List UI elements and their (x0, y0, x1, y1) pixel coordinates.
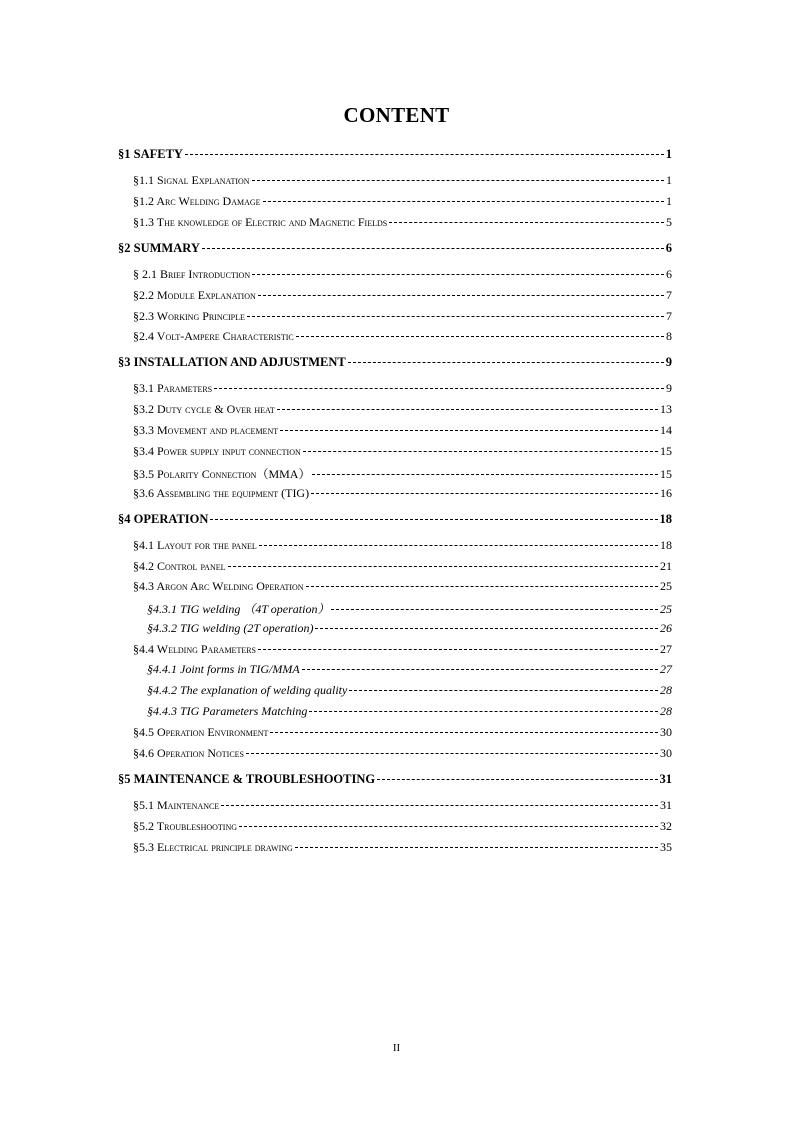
toc-leader-dashes (202, 248, 664, 249)
toc-entry-page: 21 (660, 559, 672, 573)
toc-section-entry[interactable] (133, 642, 672, 657)
toc-chapter-entry[interactable] (118, 147, 672, 162)
toc-leader-dashes (331, 609, 658, 610)
toc-entry-label: §2.2 Module Explanation (133, 288, 256, 302)
toc-entry-page: 26 (660, 621, 672, 635)
toc-leader-dashes (228, 566, 659, 567)
toc-entry-label: §4.3 Argon Arc Welding Operation (133, 579, 304, 593)
toc-leader-dashes (221, 805, 658, 806)
toc-subsection-entry[interactable] (147, 621, 672, 636)
toc-leader-dashes (377, 779, 657, 780)
toc-entry-label: §4.4 Welding Parameters (133, 642, 257, 656)
toc-entry-label: §3.3 Movement and placement (133, 423, 279, 437)
page-title: CONTENT (343, 103, 450, 127)
toc-entry-page: 18 (659, 512, 672, 526)
toc-entry-label: §5.3 Electrical principle drawing (133, 840, 293, 854)
toc-entry-label: §5.2 Troubleshooting (133, 819, 237, 833)
toc-leader-dashes (389, 222, 664, 223)
toc-entry-label: §4.5 Operation Environment (133, 725, 269, 739)
toc-entry-page: 6 (666, 267, 672, 281)
toc-entry-label: §4.4.3 TIG Parameters Matching (147, 704, 308, 718)
toc-section-entry[interactable] (133, 402, 672, 417)
toc-entry-page: 1 (666, 194, 672, 208)
toc-section-entry[interactable] (133, 725, 672, 740)
toc-entry-page: 5 (666, 215, 672, 229)
toc-leader-dashes (312, 474, 658, 475)
toc-entry-label: §1 SAFETY (118, 147, 183, 161)
toc-entry-label: §3 INSTALLATION AND ADJUSTMENT (118, 355, 346, 369)
toc-entry-label: §4 OPERATION (118, 512, 209, 526)
toc-entry-page: 13 (660, 402, 672, 416)
toc-entry-page: 18 (660, 538, 672, 552)
toc-section-entry[interactable] (133, 173, 672, 188)
toc-entry-page: 7 (666, 309, 672, 323)
toc-entry-label: §4.4.2 The explanation of welding quality (147, 683, 348, 697)
toc-chapter-entry[interactable] (118, 772, 672, 787)
toc-entry-page: 15 (660, 444, 672, 458)
toc-entry-label: §4.1 Layout for the panel (133, 538, 257, 552)
toc-entry-page: 1 (666, 173, 672, 187)
toc-leader-dashes (239, 826, 658, 827)
toc-entry-page: 35 (660, 840, 672, 854)
toc-subsection-entry[interactable] (147, 600, 672, 617)
toc-entry-label: §4.3.1 TIG welding （4T operation） (147, 602, 330, 616)
toc-section-entry[interactable] (133, 381, 672, 396)
toc-section-entry[interactable] (133, 309, 672, 324)
toc-section-entry[interactable] (133, 840, 672, 855)
toc-leader-dashes (277, 409, 658, 410)
toc-section-entry[interactable] (133, 423, 672, 438)
toc-leader-dashes (247, 316, 664, 317)
toc-entry-page: 25 (660, 602, 672, 616)
toc-section-entry[interactable] (133, 215, 672, 230)
toc-entry-label: §4.3.2 TIG welding (2T operation) (147, 621, 314, 635)
toc-entry-label: §3.5 Polarity Connection（MMA） (133, 467, 311, 481)
toc-chapter-entry[interactable] (118, 512, 672, 527)
toc-subsection-entry[interactable] (147, 683, 672, 698)
toc-entry-label: §2.3 Working Principle (133, 309, 245, 323)
toc-leader-dashes (302, 669, 658, 670)
toc-entry-page: 27 (660, 642, 672, 656)
toc-entry-page: 9 (665, 355, 672, 369)
toc-leader-dashes (210, 519, 657, 520)
toc-leader-dashes (295, 847, 658, 848)
toc-chapter-entry[interactable] (118, 241, 672, 256)
toc-entry-label: §2 SUMMARY (118, 241, 200, 255)
toc-section-entry[interactable] (133, 329, 672, 344)
toc-leader-dashes (296, 336, 664, 337)
toc-section-entry[interactable] (133, 579, 672, 594)
toc-section-entry[interactable] (133, 538, 672, 553)
toc-entry-page: 32 (660, 819, 672, 833)
toc-leader-dashes (185, 154, 664, 155)
toc-entry-label: §3.2 Duty cycle & Over heat (133, 402, 275, 416)
toc-entry-label: §3.6 Assembling the equipment (TIG) (133, 486, 310, 500)
toc-leader-dashes (246, 753, 658, 754)
toc-entry-label: §3.4 Power supply input connection (133, 444, 301, 458)
toc-leader-dashes (306, 586, 658, 587)
toc-leader-dashes (258, 295, 664, 296)
toc-entry-page: 28 (660, 704, 672, 718)
toc-subsection-entry[interactable] (147, 662, 672, 677)
toc-section-entry[interactable] (133, 465, 672, 482)
toc-leader-dashes (303, 451, 658, 452)
toc-section-entry[interactable] (133, 559, 672, 574)
toc-section-entry[interactable] (133, 194, 672, 209)
toc-entry-page: 1 (665, 147, 672, 161)
toc-section-entry[interactable] (133, 486, 672, 501)
toc-entry-label: §5 MAINTENANCE & TROUBLESHOOTING (118, 772, 376, 786)
toc-section-entry[interactable] (133, 288, 672, 303)
toc-leader-dashes (349, 690, 658, 691)
toc-entry-label: §2.4 Volt-Ampere Characteristic (133, 329, 294, 343)
toc-entry-page: 30 (660, 725, 672, 739)
toc-entry-page: 16 (660, 486, 672, 500)
toc-section-entry[interactable] (133, 746, 672, 761)
toc-section-entry[interactable] (133, 819, 672, 834)
toc-subsection-entry[interactable] (147, 704, 672, 719)
toc-section-entry[interactable] (133, 444, 672, 459)
toc-entry-label: §1.2 Arc Welding Damage (133, 194, 261, 208)
toc-leader-dashes (258, 649, 658, 650)
toc-entry-page: 28 (660, 683, 672, 697)
toc-entry-page: 31 (660, 798, 672, 812)
toc-leader-dashes (270, 732, 658, 733)
toc-entry-label: §3.1 Parameters (133, 381, 213, 395)
toc-leader-dashes (280, 430, 658, 431)
toc-leader-dashes (348, 362, 664, 363)
toc-entry-label: §4.6 Operation Notices (133, 746, 244, 760)
toc-entry-label: §4.4.1 Joint forms in TIG/MMA (147, 662, 300, 676)
toc-entry-label: §4.2 Control panel (133, 559, 226, 573)
toc-entry-page: 15 (660, 467, 672, 481)
toc-leader-dashes (214, 388, 664, 389)
toc-entry-page: 6 (665, 241, 672, 255)
toc-chapter-entry[interactable] (118, 355, 672, 370)
page-number: II (392, 1042, 401, 1054)
toc-entry-page: 7 (666, 288, 672, 302)
toc-leader-dashes (311, 493, 658, 494)
toc-entry-page: 27 (660, 662, 672, 676)
toc-section-entry[interactable] (133, 267, 672, 282)
toc-entry-page: 30 (660, 746, 672, 760)
toc-entry-page: 14 (660, 423, 672, 437)
toc-entry-label: §5.1 Maintenance (133, 798, 220, 812)
toc-leader-dashes (259, 545, 658, 546)
toc-entry-page: 31 (659, 772, 672, 786)
toc-entry-label: §1.3 The knowledge of Electric and Magnetic Fields (133, 215, 388, 229)
toc-leader-dashes (252, 274, 664, 275)
toc-entry-page: 9 (666, 381, 672, 395)
toc-entry-label: §1.1 Signal Explanation (133, 173, 250, 187)
toc-leader-dashes (263, 201, 664, 202)
toc-leader-dashes (315, 628, 658, 629)
toc-leader-dashes (252, 180, 664, 181)
toc-leader-dashes (309, 711, 658, 712)
toc-section-entry[interactable] (133, 798, 672, 813)
toc-entry-page: 25 (660, 579, 672, 593)
toc-entry-page: 8 (666, 329, 672, 343)
toc-entry-label: § 2.1 Brief Introduction (133, 267, 251, 281)
